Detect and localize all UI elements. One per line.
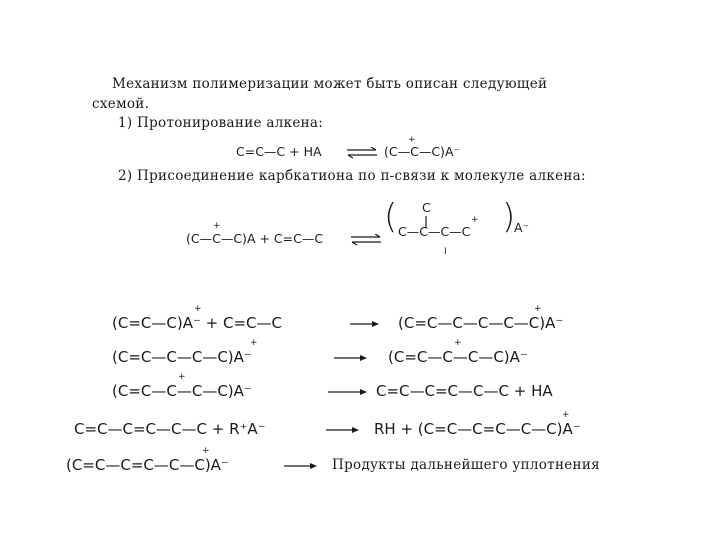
chain-row-3 <box>112 372 612 404</box>
reaction-arrow-icon <box>328 387 368 397</box>
chain-row-5 <box>66 446 646 478</box>
chain-3-left: (C=C—C—C—C)A⁻ <box>112 382 252 400</box>
chain-1-left: (C=C—C)A⁻ + C=C—C <box>112 314 282 332</box>
chain-4-right-charge: + <box>562 410 570 420</box>
chain-2-left: (C=C—C—C—C)A⁻ <box>112 348 252 366</box>
chain-2-right-charge: + <box>454 338 462 348</box>
chain-1-left-charge: + <box>194 304 202 314</box>
chain-5-left: (C=C—C=C—C—C)A⁻ <box>66 456 229 474</box>
eq2-left-plus-charge: + <box>213 221 221 231</box>
reaction-arrow-icon <box>326 425 360 435</box>
equation-2 <box>186 196 546 258</box>
chain-3-right: C=C—C=C—C—C + HA <box>376 382 553 400</box>
intro-line-2: схемой. <box>92 96 150 112</box>
step-2-heading: 2) Присоединение карбкатиона по π-связи к молекуле алкена: <box>118 168 586 184</box>
chain-5-left-charge: + <box>202 446 210 456</box>
eq2-anion: A⁻ <box>514 220 530 235</box>
eq2-right-plus-charge: + <box>471 215 479 225</box>
eq2-open-paren: ( <box>384 197 398 237</box>
eq2-label: I <box>444 247 447 257</box>
chain-row-2 <box>112 338 612 370</box>
eq1-left: C=C—C + HA <box>236 144 322 159</box>
reaction-arrow-icon <box>284 461 318 471</box>
eq2-top-c: C <box>422 200 431 215</box>
chain-2-right: (C=C—C—C—C)A⁻ <box>388 348 528 366</box>
chain-row-1 <box>112 304 612 336</box>
equilibrium-arrow-icon <box>350 234 382 246</box>
chain-1-right: (C=C—C—C—C—C)A⁻ <box>398 314 564 332</box>
chain-4-right: RH + (C=C—C=C—C—C)A⁻ <box>374 420 581 438</box>
eq1-right: (C—C—C)A⁻ <box>384 144 461 159</box>
chain-4-left: C=C—C=C—C—C + R⁺A⁻ <box>74 420 266 438</box>
chain-3-left-charge: + <box>178 372 186 382</box>
eq2-close-paren: ) <box>502 197 516 237</box>
chain-5-right: Продукты дальнейшего уплотнения <box>332 457 600 473</box>
reaction-arrow-icon <box>350 319 380 329</box>
intro-line-1: Механизм полимеризации может быть описан следующей <box>112 76 548 92</box>
chain-1-right-charge: + <box>534 304 542 314</box>
equilibrium-arrow-icon <box>346 147 378 159</box>
step-1-heading: 1) Протонирование алкена: <box>118 115 324 131</box>
eq1-plus-charge: + <box>408 135 416 145</box>
eq2-right-chain: C—C—C—C <box>398 224 471 239</box>
reaction-arrow-icon <box>334 353 368 363</box>
chain-row-4 <box>74 410 634 442</box>
eq2-left: (C—C—C)A + C=C—C <box>186 231 324 246</box>
chain-2-left-charge: + <box>250 338 258 348</box>
equation-1 <box>236 135 496 164</box>
